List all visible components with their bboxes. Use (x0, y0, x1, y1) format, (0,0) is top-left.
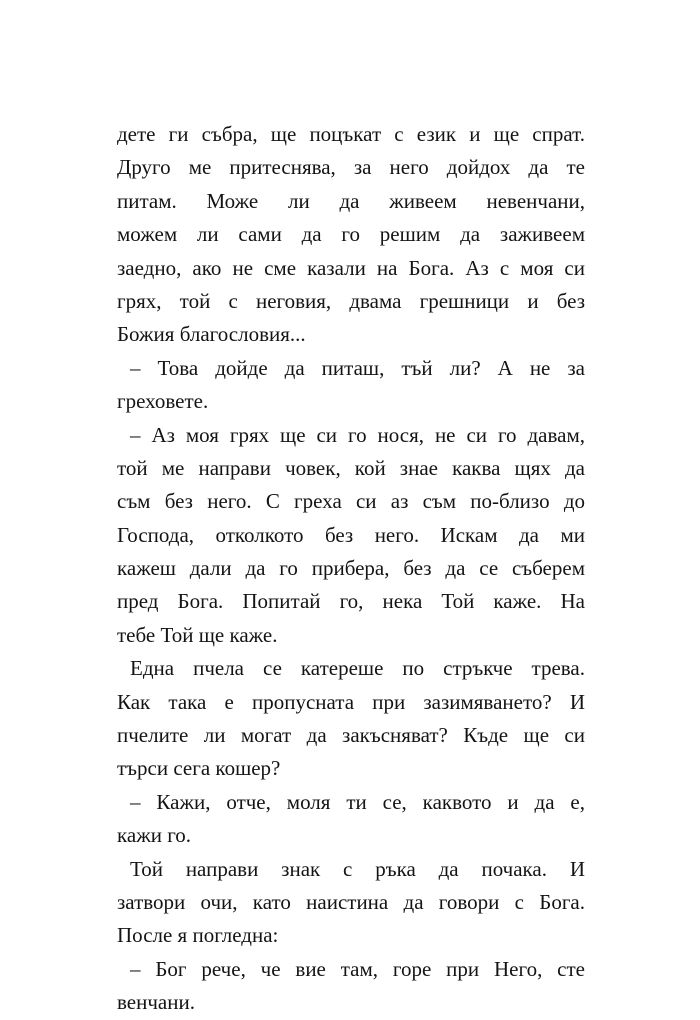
text-line: Как така е пропусната при зазимяването? И (117, 689, 585, 714)
text-line: можем ли сами да го решим да заживеем (117, 222, 585, 247)
text-line: търси сега кошер? (117, 756, 281, 781)
text-line: – Това дойде да питаш, тъй ли? А не за (130, 355, 585, 380)
book-page-text (117, 118, 585, 1020)
text-line: кажеш дали да го прибера, без да се съберем (117, 556, 585, 581)
text-line: венчани. (117, 990, 195, 1015)
text-line: – Аз моя грях ще си го нося, не си го давам, (130, 422, 585, 447)
text-line: – Бог рече, че вие там, горе при Него, сте (130, 956, 585, 981)
text-line: затвори очи, като наистина да говори с Бога. (117, 889, 585, 914)
text-line: Господа, отколкото без него. Искам да ми (117, 522, 585, 547)
text-line: греховете. (117, 389, 209, 414)
text-line: тебе Той ще каже. (117, 622, 278, 647)
text-line: пчелите ли могат да закъсняват? Къде ще си (117, 723, 585, 748)
text-line: Една пчела се катереше по стръкче трева. (130, 656, 585, 681)
text-line: Той направи знак с ръка да почака. И (130, 856, 585, 881)
text-line: пред Бога. Попитай го, нека Той каже. На (117, 589, 585, 614)
text-line: Божия благословия... (117, 322, 306, 347)
text-line: грях, той с неговия, двама грешници и без (117, 288, 585, 313)
text-line: съм без него. С греха си аз съм по-близо до (117, 489, 585, 514)
text-line: После я погледна: (117, 923, 279, 948)
text-line: – Кажи, отче, моля ти се, каквото и да е, (130, 789, 585, 814)
text-line: питам. Може ли да живеем невенчани, (117, 188, 585, 213)
text-line: заедно, ако не сме казали на Бога. Аз с моя си (117, 255, 585, 280)
text-line: Друго ме притеснява, за него дойдох да те (117, 155, 585, 180)
text-line: кажи го. (117, 823, 192, 848)
text-line: дете ги събра, ще поцъкат с език и ще спрат. (117, 122, 585, 146)
text-line: той ме направи човек, кой знае каква щях да (117, 455, 585, 480)
